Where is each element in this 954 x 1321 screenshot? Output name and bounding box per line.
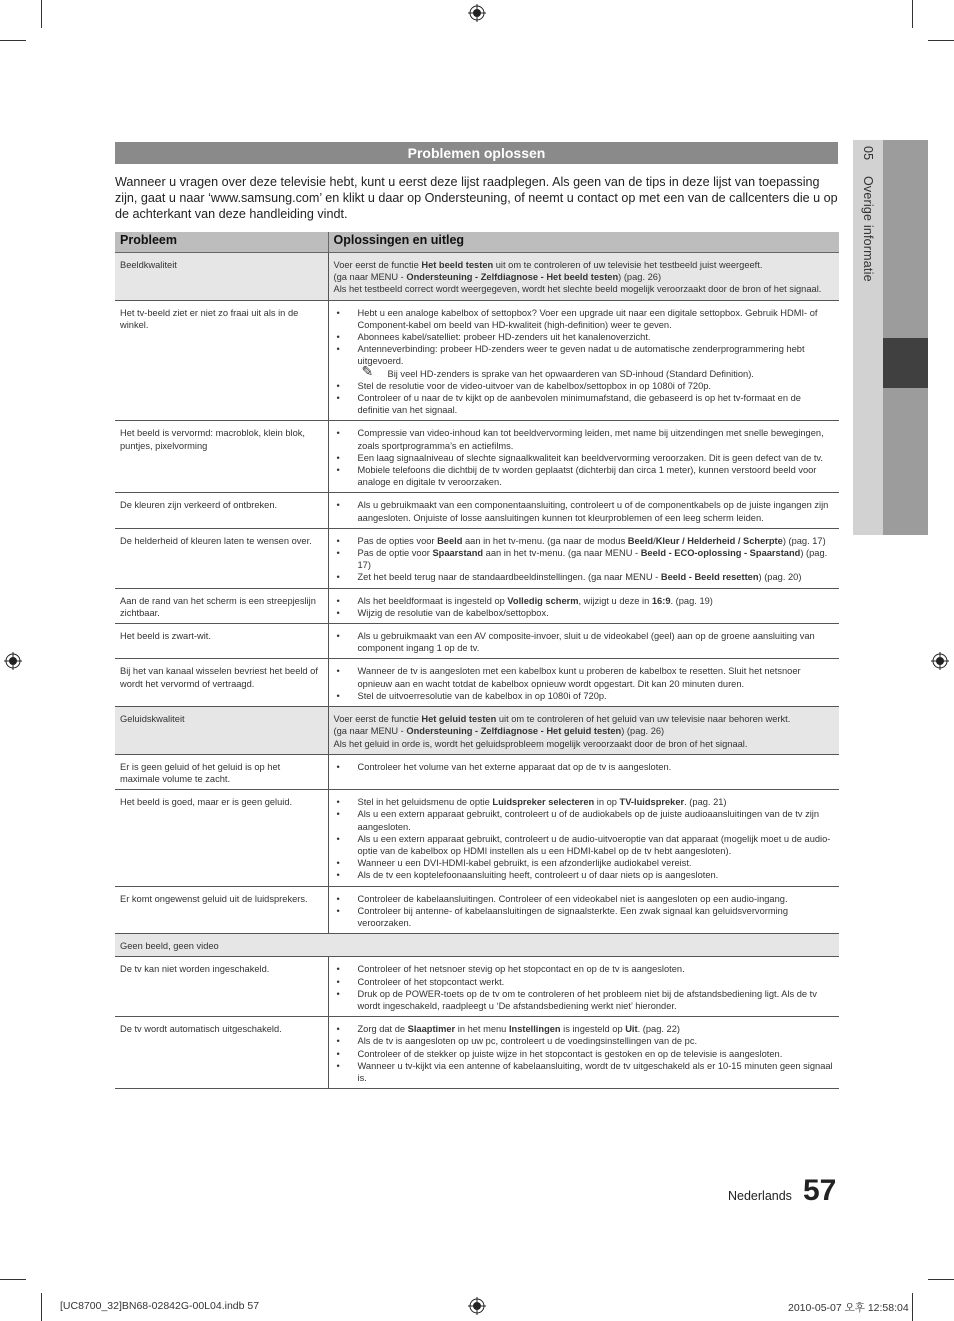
table-row <box>115 588 839 623</box>
table-row <box>115 886 839 934</box>
solution-cell <box>328 493 839 528</box>
solution-item: • Zet het beeld terug naar de standaardbeeldinstellingen. (ga naar MENU - Beeld - Beeld resetten) (pag. 20) <box>334 571 835 583</box>
solution-list <box>334 761 835 773</box>
solution-item: • Druk op de POWER-toets op de tv om te controleren of het probleem niet bij de afstandsbediening ligt. Als de tv wordt ingeschakeld, raadpleegt u ‘De afstandsbediening werkt niet’ hieronder. <box>334 988 835 1012</box>
table-row <box>115 493 839 528</box>
table-row <box>115 659 839 707</box>
problem-cell: Het beeld is zwart-wit. <box>115 624 328 659</box>
solution-item: • Wanneer de tv is aangesloten met een kabelbox kunt u proberen de kabelbox te resetten. Sluit het netsnoer opnieuw aan en wacht totdat de kabelbox opnieuw wordt opgestart. Dit kan 20 minuten duren. <box>334 665 835 689</box>
solution-item: • Stel in het geluidsmenu de optie Luidspreker selecteren in op TV-luidspreker. (pag. 21) <box>334 796 835 808</box>
crop-mark <box>41 1293 42 1321</box>
solution-list <box>334 893 835 930</box>
solution-list <box>334 499 835 523</box>
solution-item: • Als de tv is aangesloten op uw pc, controleert u de voedingsinstellingen van de pc. <box>334 1035 835 1047</box>
solution-item: • Wijzig de resolutie van de kabelbox/settopbox. <box>334 607 835 619</box>
table-row <box>115 754 839 789</box>
table-row <box>115 528 839 588</box>
troubleshooting-table <box>115 232 839 1089</box>
solution-cell <box>328 659 839 707</box>
table-row <box>115 707 839 755</box>
crop-mark <box>928 40 954 41</box>
solution-item: • Als u gebruikmaakt van een componentaansluiting, controleert u of de componentkabels op de juiste ingangen zijn aangesloten. Onjuiste of losse aansluitingen kunnen tot kleurproblemen of een leeg scherm leiden. <box>334 499 835 523</box>
table-row <box>115 957 839 1017</box>
problem-cell: Bij het van kanaal wisselen bevriest het beeld of wordt het vervormd of vertraagd. <box>115 659 328 707</box>
solution-cell <box>328 886 839 934</box>
problem-cell: De kleuren zijn verkeerd of ontbreken. <box>115 493 328 528</box>
problem-cell: Het beeld is goed, maar er is geen geluid. <box>115 790 328 886</box>
solution-cell <box>328 957 839 1017</box>
solution-list <box>334 1023 835 1084</box>
chapter-number: 05 <box>861 146 875 161</box>
solution-cell <box>328 624 839 659</box>
crop-mark <box>912 0 913 28</box>
note-pencil-icon: ✎ <box>361 362 374 379</box>
footer-language: Nederlands <box>728 1189 792 1203</box>
chapter-tab-marker <box>883 338 928 388</box>
crop-mark <box>912 1293 913 1321</box>
solution-item: • Controleer of u naar de tv kijkt op de aanbevolen minimumafstand, die gebaseerd is op het tv-formaat en de definitie van het signaal. <box>334 392 835 416</box>
solution-cell <box>328 754 839 789</box>
table-header-row <box>115 232 839 253</box>
solution-item: • Pas de opties voor Beeld aan in het tv-menu. (ga naar de modus Beeld/Kleur / Helderheid / Scherpte) (pag. 17) <box>334 535 835 547</box>
solution-item: • Controleer of het stopcontact werkt. <box>334 976 835 988</box>
header-solutions: Oplossingen en uitleg <box>328 232 839 253</box>
section-title: Problemen oplossen <box>115 142 838 164</box>
problem-cell: Het beeld is vervormd: macroblok, klein blok, puntjes, pixelvorming <box>115 421 328 493</box>
table-row <box>115 253 839 301</box>
problem-cell: Er komt ongewenst geluid uit de luidsprekers. <box>115 886 328 934</box>
solution-item: • Controleer de kabelaansluitingen. Controleer of een videokabel niet is aangesloten op een audio-ingang. <box>334 893 835 905</box>
table-row <box>115 934 839 957</box>
solution-cell: Voer eerst de functie Het beeld testen uit om te controleren of uw televisie het testbeeld juist weergeeft. (ga naar MENU - Ondersteuning - Zelfdiagnose - Het beeld testen) (pag. 26) Als het testbeeld correct wordt weergegeven, wordt het slechte beeld mogelijk veroorzaakt door de bron of het signaal. <box>328 253 839 301</box>
crop-mark <box>0 1279 26 1280</box>
solution-cell <box>328 790 839 886</box>
solution-item: • Controleer of de stekker op juiste wijze in het stopcontact is gestoken en op de televisie is aangesloten. <box>334 1048 835 1060</box>
problem-cell: Aan de rand van het scherm is een streepjeslijn zichtbaar. <box>115 588 328 623</box>
solution-item: • Stel de resolutie voor de video-uitvoer van de kabelbox/settopbox in op 1080i of 720p. <box>334 380 835 392</box>
solution-item: • Stel de uitvoerresolutie van de kabelbox in op 1080i of 720p. <box>334 690 835 702</box>
solution-item: • Als u gebruikmaakt van een AV composite-invoer, sluit u de videokabel (geel) aan op de groene aansluiting van component ingang 1 op de tv. <box>334 630 835 654</box>
registration-mark-icon <box>4 652 22 670</box>
solution-item: • Pas de optie voor Spaarstand aan in het tv-menu. (ga naar MENU - Beeld - ECO-oplossing - Spaarstand) (pag. 17) <box>334 547 835 571</box>
solution-list <box>334 963 835 1012</box>
solution-item: • Controleer bij antenne- of kabelaansluitingen de signaalsterkte. Een zwak signaal kan geluidsvervorming veroorzaken. <box>334 905 835 929</box>
solution-item: • Controleer of het netsnoer stevig op het stopcontact en op de tv is aangesloten. <box>334 963 835 975</box>
solution-item: • Als u een extern apparaat gebruikt, controleert u de audio-uitvoeroptie van dat apparaat (mogelijk moet u de audio-optie van de kabelbox op HDMI instellen als u een HDMI-kabel op de tv hebt aangesloten). <box>334 833 835 857</box>
solution-list <box>334 535 835 584</box>
note-item: ✎ Bij veel HD-zenders is sprake van het opwaarderen van SD-inhoud (Standard Definition). <box>361 362 754 379</box>
solution-item: • Mobiele telefoons die dichtbij de tv worden geplaatst (dichterbij dan circa 1 meter), kunnen verstoord beeld voor analoge en digitale tv veroorzaken. <box>334 464 835 488</box>
problem-cell: De tv kan niet worden ingeschakeld. <box>115 957 328 1017</box>
section-row-label: Geen beeld, geen video <box>115 934 839 957</box>
solution-cell <box>328 421 839 493</box>
table-row <box>115 1017 839 1089</box>
header-problem: Probleem <box>115 232 328 253</box>
solution-item: • Antenneverbinding: probeer HD-zenders weer te geven nadat u de automatische zenderprogrammering hebt uitgevoerd. <box>334 343 835 367</box>
problem-cell: Beeldkwaliteit <box>115 253 328 301</box>
solution-item: • Als het beeldformaat is ingesteld op Volledig scherm, wijzigt u deze in 16:9. (pag. 19) <box>334 595 835 607</box>
registration-mark-icon <box>468 4 486 22</box>
problem-cell: De tv wordt automatisch uitgeschakeld. <box>115 1017 328 1089</box>
table-row <box>115 421 839 493</box>
chapter-title: Overige informatie <box>861 176 875 282</box>
print-timestamp: 2010-05-07 오후 12:58:04 <box>788 1302 909 1314</box>
solution-item: • Zorg dat de Slaaptimer in het menu Instellingen is ingesteld op Uit. (pag. 22) <box>334 1023 835 1035</box>
solution-item: • Een laag signaalniveau of slechte signaalkwaliteit kan beeldvervorming veroorzaken. Dit is geen defect van de tv. <box>334 452 835 464</box>
solution-item: • Abonnees kabel/satelliet: probeer HD-zenders uit het kanalenoverzicht. <box>334 331 835 343</box>
solution-list <box>334 630 835 654</box>
solution-cell: Voer eerst de functie Het geluid testen uit om te controleren of het geluid van uw televisie naar behoren werkt. (ga naar MENU - Ondersteuning - Zelfdiagnose - Het geluid testen) (pag. 26) Als het geluid in orde is, wordt het geluidsprobleem mogelijk veroorzaakt door de bron of het signaal. <box>328 707 839 755</box>
solution-item: • Wanneer u tv-kijkt via een antenne of kabelaansluiting, wordt de tv uitgeschakeld als er 10-15 minuten geen signaal is. <box>334 1060 835 1084</box>
problem-cell: Het tv-beeld ziet er niet zo fraai uit als in de winkel. <box>115 300 328 421</box>
crop-mark <box>0 40 26 41</box>
problem-cell: De helderheid of kleuren laten te wensen over. <box>115 528 328 588</box>
solution-list <box>334 796 835 881</box>
table-row <box>115 300 839 421</box>
print-file-info: [UC8700_32]BN68-02842G-00L04.indb 57 <box>60 1300 260 1312</box>
solution-item: • Als de tv een koptelefoonaansluiting heeft, controleert u of daar niets op is aangesloten. <box>334 869 835 881</box>
problem-cell: Geluidskwaliteit <box>115 707 328 755</box>
solution-list <box>334 427 835 488</box>
registration-mark-icon <box>468 1297 486 1315</box>
table-body <box>115 253 839 1089</box>
registration-mark-icon <box>931 652 949 670</box>
solution-item: • Wanneer u een DVI-HDMI-kabel gebruikt, is een afzonderlijke audiokabel vereist. <box>334 857 835 869</box>
solution-list <box>334 307 835 417</box>
solution-cell <box>328 588 839 623</box>
crop-mark <box>41 0 42 28</box>
table-row <box>115 790 839 886</box>
solution-list <box>334 665 835 702</box>
page-number: 57 <box>803 1174 837 1207</box>
crop-mark <box>928 1279 954 1280</box>
intro-paragraph: Wanneer u vragen over deze televisie hebt, kunt u eerst deze lijst raadplegen. Als geen van de tips in deze lijst van toepassing zijn, gaat u naar ‘www.samsung.com’ en klikt u daar op Ondersteuning, of neemt u contact op met een van de callcenters die u op de achterkant van deze handleiding vindt. <box>115 175 838 221</box>
solution-item: • Controleer het volume van het externe apparaat dat op de tv is aangesloten. <box>334 761 835 773</box>
solution-list <box>334 595 835 619</box>
solution-cell <box>328 1017 839 1089</box>
table-row <box>115 624 839 659</box>
chapter-label <box>861 146 875 282</box>
solution-item: • Compressie van video-inhoud kan tot beeldvervorming leiden, met name bij uitzendingen met snelle bewegingen, zoals sportprogramma’s en actiefilms. <box>334 427 835 451</box>
solution-cell <box>328 300 839 421</box>
problem-cell: Er is geen geluid of het geluid is op het maximale volume te zacht. <box>115 754 328 789</box>
solution-item: • Hebt u een analoge kabelbox of settopbox? Voer een upgrade uit naar een digitale settopbox. Gebruik HDMI- of Component-kabel om beeld van HD-kwaliteit (high-definition) weer te geven. <box>334 307 835 331</box>
solution-item: • Als u een extern apparaat gebruikt, controleert u of de audiokabels op de juiste audioaansluitingen van de tv zijn aangesloten. <box>334 808 835 832</box>
solution-cell <box>328 528 839 588</box>
